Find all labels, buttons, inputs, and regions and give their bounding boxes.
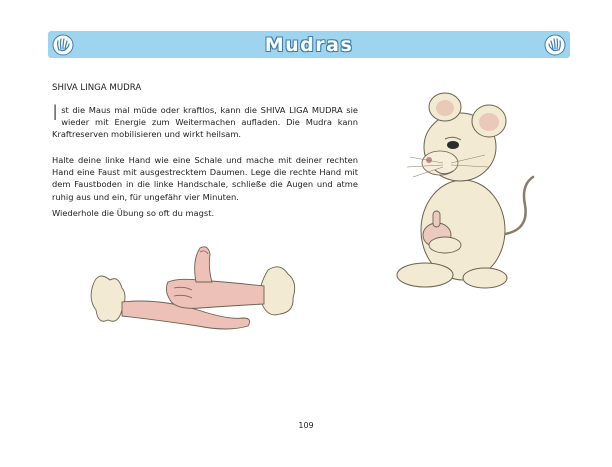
mouse-illustration — [385, 85, 545, 295]
repeat-paragraph: Wiederhole die Übung so oft du magst. — [52, 208, 215, 218]
header-banner — [48, 31, 570, 58]
page-number: 109 — [298, 421, 314, 430]
mudra-hands-illustration — [88, 240, 298, 350]
instruction-paragraph: Halte deine linke Hand wie eine Schale und mache mit deiner rechten Hand eine Faust mit ausgestrecktem Daumen. Lege die rechte Hand mit dem Faustboden in die linke Handschale, schließe die Augen und atme ruhig aus und ein, für ungefähr vier Minuten. — [52, 155, 358, 202]
intro-text: st die Maus mal müde oder kraftlos, kann die SHIVA LIGA MUDRA sie wieder mit Energie zum Weitermachen aufladen. Die Mudra kann Kraftreserven mobilisieren und wirkt heilsam. — [52, 105, 358, 140]
hand-mudra-icon — [544, 34, 566, 56]
intro-paragraph — [52, 101, 358, 141]
page-title: Mudras — [264, 34, 354, 56]
drop-cap: I — [52, 101, 59, 125]
section-title: SHIVA LINGA MUDRA — [52, 83, 142, 93]
